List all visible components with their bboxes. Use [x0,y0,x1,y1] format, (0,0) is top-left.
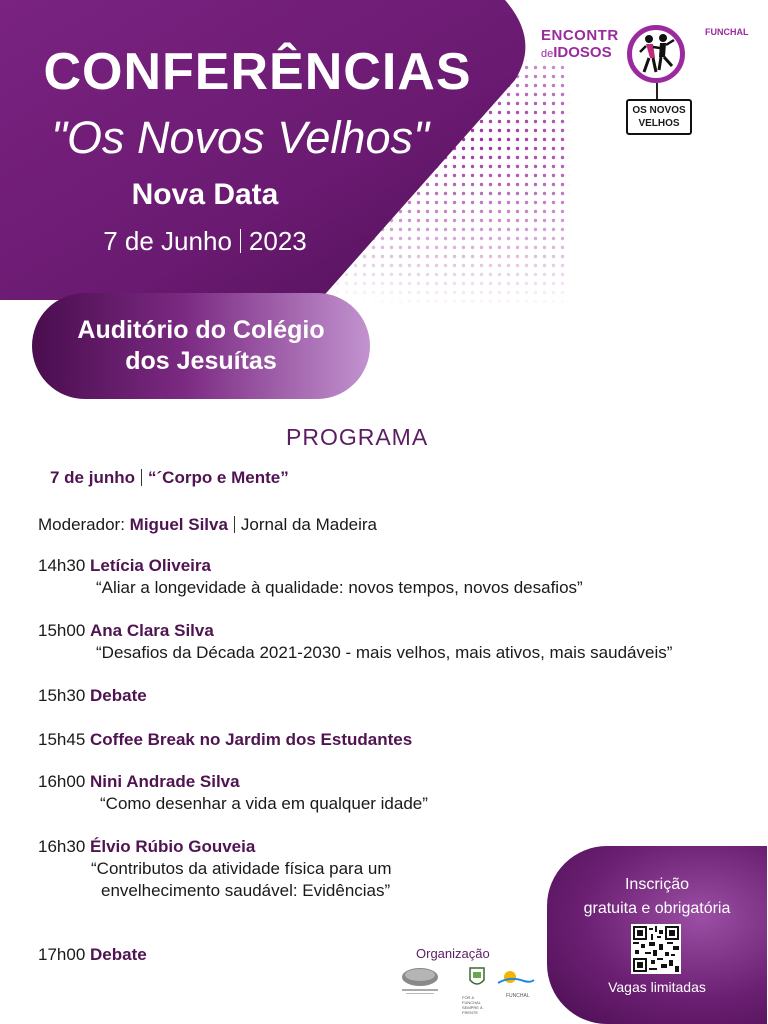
item-talk-continued: envelhecimento saudável: Evidências” [101,881,391,900]
item-time: 15h00 [38,621,86,640]
new-date-label: Nova Data [131,178,279,211]
item-time: 16h30 [38,837,86,856]
venue-line-2: dos Jesuítas [125,347,277,375]
program-day-header [50,468,289,488]
item-talk: “Desafios da Década 2021-2030 - mais velhos, mais ativos, mais saudáveis” [96,643,673,662]
item-speaker: Ana Clara Silva [90,621,214,640]
item-speaker: Letícia Oliveira [90,556,211,575]
organizer-logo-2 [462,966,492,1015]
item-speaker: Debate [90,686,147,705]
organizer-logo-3 [494,968,536,998]
organizer-3-name: FUNCHAL [506,993,530,999]
logo-encontro-text: ENCONTR [541,27,619,44]
conference-subtitle: "Os Novos Velhos" [51,112,429,163]
item-time: 14h30 [38,556,86,575]
list-item [38,621,214,641]
os-novos-velhos-badge [626,99,692,135]
item-time: 15h45 [38,730,86,749]
list-item [38,772,240,792]
badge-line-2: VELHOS [638,118,680,129]
program-heading: PROGRAMA [286,424,429,450]
venue-line-1: Auditório do Colégio [77,316,325,344]
organizer-2-caption: FÓR & FUNCHAL SEMPRE À FRENTE [462,995,483,1015]
item-speaker: Élvio Rúbio Gouveia [90,837,256,856]
organization-label: Organização [416,946,490,961]
moderator-org: Jornal da Madeira [240,515,377,534]
item-time: 15h30 [38,686,86,705]
organizer-logo-1 [396,965,444,997]
moderator-divider [234,516,235,533]
item-time: 16h00 [38,772,86,791]
logo-de-text: de [541,48,554,60]
item-talk: “Aliar a longevidade à qualidade: novos tempos, novos desafios” [96,578,583,597]
moderator-line [38,515,377,535]
program-day-theme: “´Corpo e Mente” [148,468,289,487]
item-talk: “Como desenhar a vida em qualquer idade” [100,794,428,813]
list-item [38,730,412,750]
logo-connector [656,83,658,99]
registration-badge [547,846,767,1024]
registration-line-2: gratuita e obrigatória [583,900,731,917]
dancers-icon [627,25,685,83]
item-speaker: Coffee Break no Jardim dos Estudantes [90,730,413,749]
logo-idosos-text [541,44,612,61]
registration-footer: Vagas limitadas [608,979,706,995]
day-divider [141,469,142,486]
encontro-idosos-logo [535,20,755,140]
item-speaker: Debate [90,945,147,964]
logo-city-text: FUNCHAL [705,27,749,37]
list-item [38,686,147,706]
qr-code-icon[interactable] [631,924,681,974]
venue-pill [32,293,370,399]
event-year: 2023 [248,226,307,256]
registration-line-1: Inscrição [624,876,690,893]
list-item [38,945,147,965]
event-date [0,226,465,257]
date-divider [240,229,241,253]
moderator-label: Moderador: [38,515,125,534]
event-day: 7 de Junho [103,226,232,256]
logo-idosos-word: IDOSOS [553,44,612,61]
item-talk: “Contributos da atividade física para um [91,859,392,878]
moderator-name: Miguel Silva [129,515,228,534]
item-time: 17h00 [38,945,86,964]
list-item [38,556,211,576]
item-speaker: Nini Andrade Silva [90,772,240,791]
badge-line-1: OS NOVOS [632,105,686,116]
list-item [38,837,255,857]
conference-title: CONFERÊNCIAS [43,43,472,101]
program-day-date: 7 de junho [50,468,135,487]
